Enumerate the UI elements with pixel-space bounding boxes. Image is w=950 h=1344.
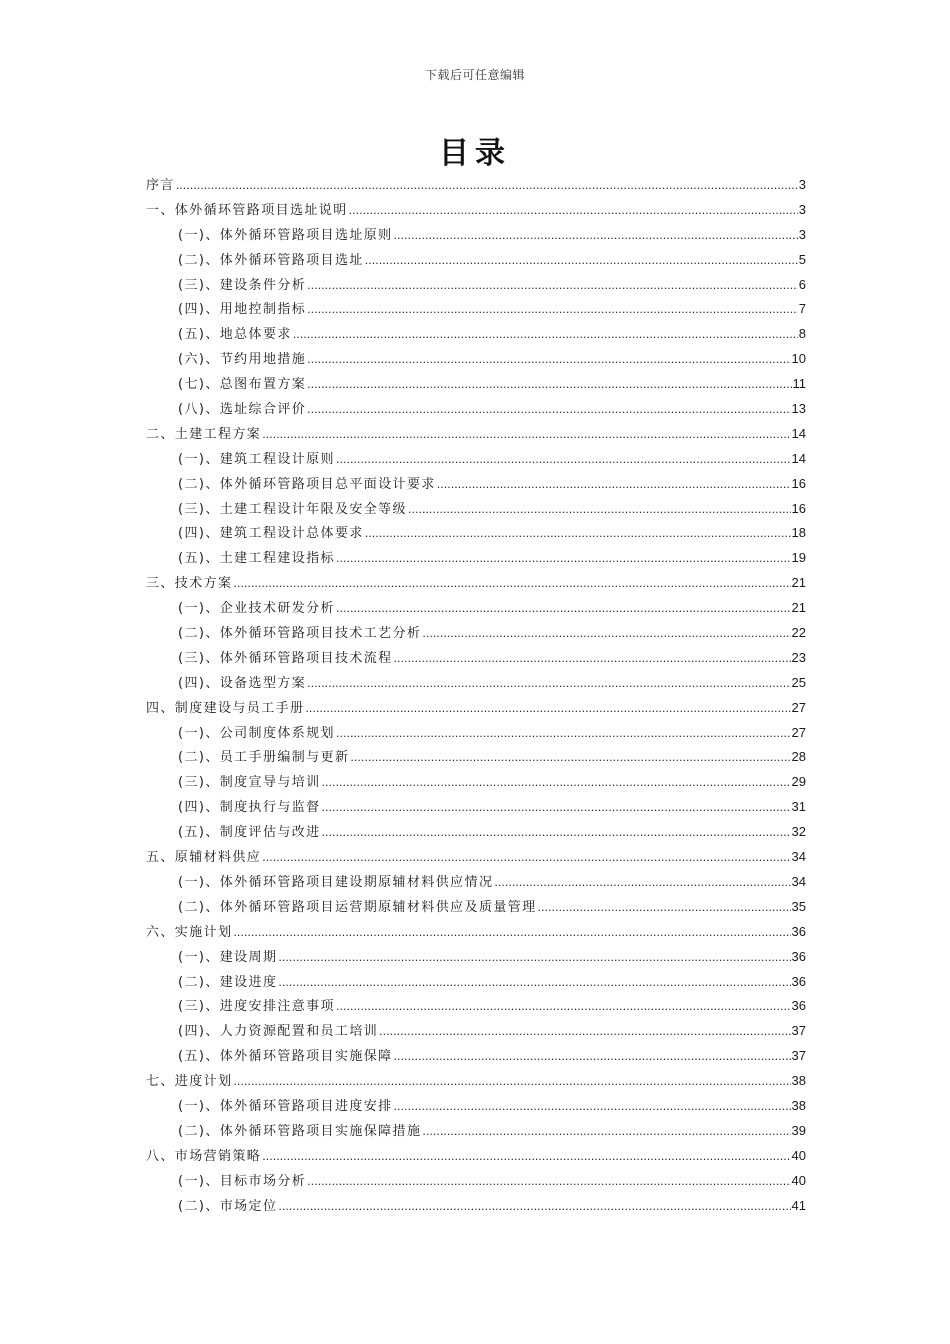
toc-entry[interactable] [146, 199, 806, 224]
toc-leader-dots [422, 627, 790, 640]
toc-entry-page-number: 36 [791, 948, 806, 964]
toc-entry-page-number: 16 [791, 500, 806, 516]
toc-entry[interactable] [146, 298, 806, 323]
toc-entry[interactable] [146, 1045, 806, 1070]
toc-entry-label: (五)、土建工程建设指标 [178, 551, 335, 567]
toc-leader-dots [307, 279, 798, 292]
toc-entry-label: (一)、公司制度体系规划 [178, 725, 335, 741]
toc-entry-page-number: 19 [791, 550, 806, 566]
toc-entry-label: (三)、进度安排注意事项 [178, 999, 335, 1015]
toc-entry-page-number: 36 [791, 973, 806, 989]
toc-entry-label: (五)、体外循环管路项目实施保障 [178, 1049, 393, 1065]
toc-entry[interactable] [146, 946, 806, 971]
toc-leader-dots [307, 378, 791, 391]
toc-entry[interactable] [146, 323, 806, 348]
toc-entry-page-number: 36 [791, 923, 806, 939]
toc-leader-dots [394, 1050, 791, 1063]
toc-leader-dots [307, 403, 790, 416]
toc-entry-page-number: 39 [791, 1122, 806, 1138]
toc-entry-label: 三、技术方案 [146, 576, 233, 592]
toc-entry-label: 二、土建工程方案 [146, 426, 262, 442]
toc-entry[interactable] [146, 746, 806, 771]
toc-leader-dots [336, 453, 791, 466]
toc-leader-dots [394, 1100, 791, 1113]
toc-entry[interactable] [146, 1095, 806, 1120]
toc-leader-dots [307, 303, 798, 316]
toc-entry-page-number: 8 [798, 326, 806, 342]
toc-leader-dots [293, 328, 798, 341]
toc-entry-page-number: 23 [791, 649, 806, 665]
toc-leader-dots [350, 751, 790, 764]
toc-entry-label: (四)、设备选型方案 [178, 675, 307, 691]
toc-entry-page-number: 41 [791, 1197, 806, 1213]
toc-entry-label: (一)、企业技术研发分析 [178, 601, 335, 617]
toc-entry-page-number: 14 [791, 450, 806, 466]
toc-entry-label: 六、实施计划 [146, 924, 233, 940]
toc-leader-dots [422, 1125, 790, 1138]
toc-entry-label: (三)、建设条件分析 [178, 277, 307, 293]
toc-entry[interactable] [146, 622, 806, 647]
toc-entry-label: (二)、体外循环管路项目实施保障措施 [178, 1123, 422, 1139]
toc-entry[interactable] [146, 498, 806, 523]
toc-entry-label: (一)、目标市场分析 [178, 1173, 307, 1189]
toc-entry-page-number: 25 [791, 674, 806, 690]
toc-entry-page-number: 38 [791, 1073, 806, 1089]
toc-entry[interactable] [146, 921, 806, 946]
toc-entry[interactable] [146, 373, 806, 398]
toc-leader-dots [365, 254, 798, 267]
toc-leader-dots [322, 826, 791, 839]
toc-entry-label: (四)、人力资源配置和员工培训 [178, 1024, 379, 1040]
toc-entry-label: (五)、制度评估与改进 [178, 825, 321, 841]
toc-leader-dots [305, 702, 790, 715]
toc-entry-label: (一)、建设周期 [178, 949, 278, 965]
toc-entry-label: (一)、体外循环管路项目选址原则 [178, 227, 393, 243]
toc-entry[interactable] [146, 274, 806, 299]
toc-entry-page-number: 27 [791, 724, 806, 740]
toc-entry-label: (二)、体外循环管路项目运营期原辅材料供应及质量管理 [178, 899, 537, 915]
toc-leader-dots [336, 552, 791, 565]
toc-entry[interactable] [146, 995, 806, 1020]
toc-leader-dots [307, 677, 790, 690]
toc-entry-label: (一)、体外循环管路项目建设期原辅材料供应情况 [178, 874, 494, 890]
toc-entry[interactable] [146, 572, 806, 597]
toc-entry-label: 四、制度建设与员工手册 [146, 700, 305, 716]
toc-entry-label: (一)、建筑工程设计原则 [178, 451, 335, 467]
toc-entry[interactable] [146, 871, 806, 896]
toc-leader-dots [379, 1025, 790, 1038]
toc-entry[interactable] [146, 1170, 806, 1195]
toc-entry[interactable] [146, 896, 806, 921]
toc-leader-dots [394, 652, 791, 665]
toc-entry-label: (二)、市场定位 [178, 1198, 278, 1214]
toc-entry-page-number: 22 [791, 625, 806, 641]
toc-entry[interactable] [146, 249, 806, 274]
toc-entry-page-number: 34 [791, 873, 806, 889]
toc-leader-dots [349, 204, 798, 217]
toc-entry[interactable] [146, 174, 806, 199]
toc-leader-dots [336, 1000, 791, 1013]
toc-entry-page-number: 28 [791, 749, 806, 765]
toc-entry-page-number: 18 [791, 525, 806, 541]
toc-entry-label: (八)、选址综合评价 [178, 402, 307, 418]
toc-entry[interactable] [146, 796, 806, 821]
toc-entry-label: (二)、体外循环管路项目技术工艺分析 [178, 626, 422, 642]
toc-entry-page-number: 34 [791, 849, 806, 865]
toc-entry-page-number: 37 [791, 1023, 806, 1039]
toc-entry-page-number: 7 [798, 301, 806, 317]
toc-entry[interactable] [146, 647, 806, 672]
toc-entry-page-number: 38 [791, 1097, 806, 1113]
toc-entry-page-number: 11 [792, 376, 806, 392]
toc-entry-label: (三)、土建工程设计年限及安全等级 [178, 501, 407, 517]
toc-leader-dots [233, 577, 790, 590]
toc-entry-label: 序言 [146, 178, 175, 193]
toc-entry-page-number: 14 [791, 425, 806, 441]
toc-entry[interactable] [146, 348, 806, 373]
toc-entry-label: (三)、制度宣导与培训 [178, 775, 321, 791]
toc-entry-page-number: 6 [798, 276, 806, 292]
toc-leader-dots [262, 1150, 790, 1163]
toc-entry-label: (七)、总图布置方案 [178, 377, 307, 393]
toc-leader-dots [408, 503, 791, 516]
toc-entry[interactable] [146, 1020, 806, 1045]
toc-leader-dots [262, 851, 790, 864]
toc-entry-label: (一)、体外循环管路项目进度安排 [178, 1098, 393, 1114]
toc-entry-page-number: 3 [798, 177, 806, 192]
toc-leader-dots [322, 801, 791, 814]
toc-entry[interactable] [146, 771, 806, 796]
toc-leader-dots [437, 478, 791, 491]
toc-entry[interactable] [146, 224, 806, 249]
toc-entry-label: 八、市场营销策略 [146, 1148, 262, 1164]
toc-leader-dots [176, 179, 798, 192]
toc-entry[interactable] [146, 547, 806, 572]
toc-leader-dots [278, 1200, 790, 1213]
toc-leader-dots [494, 876, 790, 889]
toc-entry-page-number: 32 [791, 824, 806, 840]
toc-entry[interactable] [146, 846, 806, 871]
toc-leader-dots [322, 776, 791, 789]
toc-leader-dots [233, 1075, 790, 1088]
toc-leader-dots [278, 976, 790, 989]
toc-leader-dots [336, 602, 791, 615]
toc-entry-label: (二)、体外循环管路项目选址 [178, 252, 364, 268]
toc-entry-label: (五)、地总体要求 [178, 327, 292, 343]
table-of-contents [146, 174, 806, 1219]
toc-leader-dots [233, 926, 790, 939]
toc-entry-page-number: 3 [798, 201, 806, 217]
page-header-note: 下载后可任意编辑 [424, 68, 525, 82]
toc-leader-dots [307, 1175, 790, 1188]
toc-entry-label: (二)、体外循环管路项目总平面设计要求 [178, 476, 436, 492]
toc-leader-dots [278, 951, 790, 964]
toc-entry-page-number: 29 [791, 774, 806, 790]
toc-entry-label: (四)、用地控制指标 [178, 302, 307, 318]
toc-entry-page-number: 21 [791, 575, 806, 591]
toc-entry[interactable] [146, 522, 806, 547]
toc-leader-dots [307, 353, 790, 366]
toc-entry-page-number: 36 [791, 998, 806, 1014]
toc-entry[interactable] [146, 597, 806, 622]
toc-entry[interactable] [146, 423, 806, 448]
toc-entry[interactable] [146, 1195, 806, 1220]
toc-entry-page-number: 40 [791, 1147, 806, 1163]
toc-entry-page-number: 3 [798, 226, 806, 242]
toc-leader-dots [538, 901, 791, 914]
toc-leader-dots [262, 428, 790, 441]
toc-entry[interactable] [146, 473, 806, 498]
toc-entry-label: (三)、体外循环管路项目技术流程 [178, 650, 393, 666]
toc-entry-page-number: 10 [791, 351, 806, 367]
toc-entry-label: (四)、建筑工程设计总体要求 [178, 526, 364, 542]
toc-entry-page-number: 40 [791, 1172, 806, 1188]
toc-entry[interactable] [146, 448, 806, 473]
toc-leader-dots [394, 229, 798, 242]
toc-entry[interactable] [146, 1120, 806, 1145]
toc-leader-dots [336, 727, 791, 740]
toc-entry[interactable] [146, 672, 806, 697]
toc-entry-label: 七、进度计划 [146, 1074, 233, 1090]
toc-entry-page-number: 37 [791, 1048, 806, 1064]
toc-entry-page-number: 31 [791, 799, 806, 815]
toc-entry[interactable] [146, 697, 806, 722]
toc-entry[interactable] [146, 398, 806, 423]
toc-entry-page-number: 13 [791, 401, 806, 417]
toc-entry[interactable] [146, 1145, 806, 1170]
page-title: 目录 [439, 136, 511, 171]
toc-entry-page-number: 21 [791, 600, 806, 616]
toc-entry-label: (六)、节约用地措施 [178, 352, 307, 368]
toc-entry[interactable] [146, 1070, 806, 1095]
toc-entry-page-number: 5 [798, 251, 806, 267]
toc-entry[interactable] [146, 722, 806, 747]
toc-entry-label: 五、原辅材料供应 [146, 850, 262, 866]
toc-entry-label: (二)、员工手册编制与更新 [178, 750, 350, 766]
toc-entry-label: (四)、制度执行与监督 [178, 800, 321, 816]
toc-entry-page-number: 16 [791, 475, 806, 491]
toc-entry-page-number: 35 [791, 898, 806, 914]
toc-entry-label: (二)、建设进度 [178, 974, 278, 990]
toc-leader-dots [365, 527, 791, 540]
toc-entry-label: 一、体外循环管路项目选址说明 [146, 202, 348, 218]
toc-entry-page-number: 27 [791, 699, 806, 715]
toc-entry[interactable] [146, 971, 806, 996]
toc-entry[interactable] [146, 821, 806, 846]
